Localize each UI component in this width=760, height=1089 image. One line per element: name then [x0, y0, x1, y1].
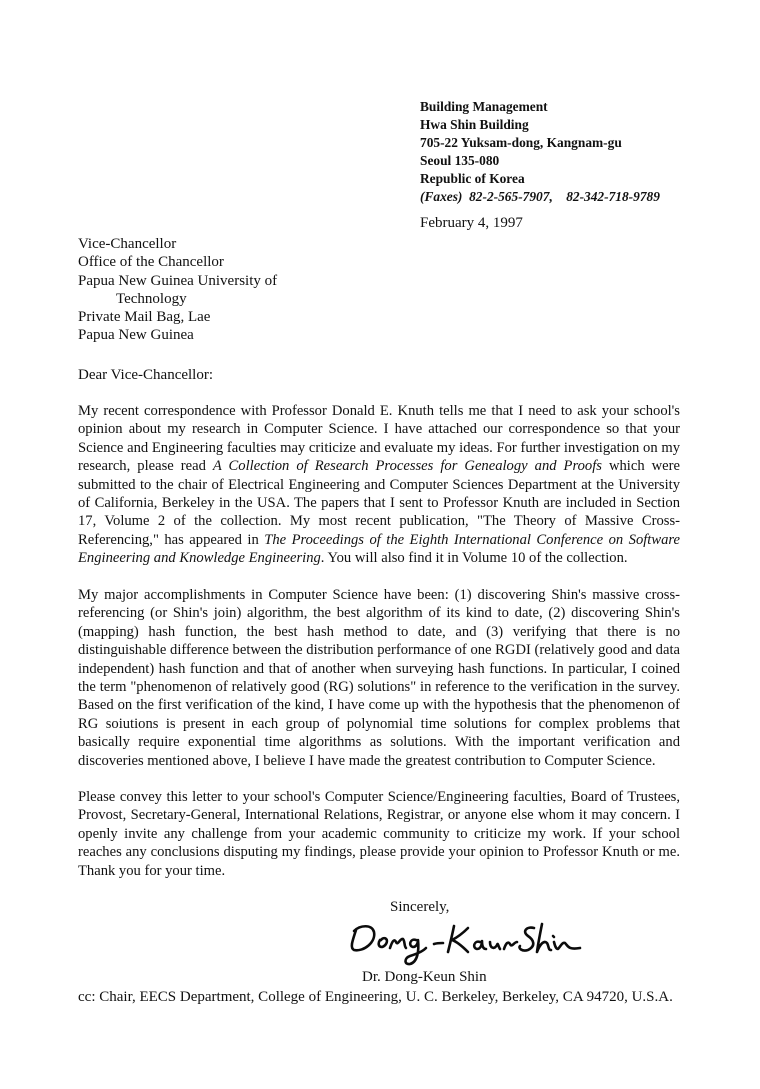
sender-address-block	[420, 98, 660, 206]
italic-title: The Proceedings of the Eighth International Conference on Software Engineering and Knowledge Engineering	[78, 531, 680, 567]
recipient-line: Papua New Guinea	[78, 327, 194, 344]
salutation: Dear Vice-Chancellor:	[78, 367, 214, 383]
fax-number: 82-2-565-7907,	[469, 189, 553, 204]
letter-date: February 4, 1997	[420, 215, 523, 231]
signer-name: Dr. Dong-Keun Shin	[362, 969, 487, 985]
sender-fax-line	[420, 188, 660, 206]
recipient-line: Papua New Guinea University of	[78, 272, 278, 289]
paragraph-text: which were submitted to the chair of Electrical Engineering and Computer Sciences Department at the University of California, Berkeley in the USA. The papers that I sent to Professor Knuth are included in Section 17, Volume 2 of the collection. My most recent publication, "The Theory of Massive Cross-Referencing," has appeared in	[78, 458, 680, 548]
sender-line: Building Management	[420, 99, 548, 114]
recipient-line: Private Mail Bag, Lae	[78, 309, 211, 326]
body-paragraph-2: My major accomplishments in Computer Science have been: (1) discovering Shin's massive cross-referencing (or Shin's join) algorithm, the best algorithm of its kind to date, (2) discovering Shin's (mapping) hash function, the best hash method to date, and (3) verifying that there is no distinguishable difference between the distribution performance of one RGDI (relatively good and data independent) hash function and that of another when surveying hash functions. In particular, I coined the term "phenomenon of relatively good (RG) solutions" in reference to the verification in the survey. Based on the first verification of the kind, I have come up with the hypothesis that the phenomenon of RG soiutions is present in each group of polynomial time solutions for complex problems that basically require exponential time algorithms as solutions. With the important verification and discoveries mentioned above, I believe I have made the greatest contribution to Computer Science.	[78, 587, 680, 769]
handwritten-signature	[346, 912, 586, 970]
fax-number: 82-342-718-9789	[566, 189, 660, 204]
recipient-address-block	[78, 235, 277, 345]
fax-label: (Faxes)	[420, 189, 463, 204]
paragraph-text: My recent correspondence with Professor Donald E. Knuth tells me that I need to ask your school's opinion about my research in Computer Science. I have attached our correspondence so that your Science and Engineering faculties may criticize and evaluate my ideas. For further investigation on my research, please read	[78, 403, 680, 475]
cc-line: cc: Chair, EECS Department, College of Engineering, U. C. Berkeley, Berkeley, CA 94720, U.S.A.	[78, 989, 673, 1005]
closing: Sincerely,	[390, 899, 450, 915]
recipient-line: Vice-Chancellor	[78, 236, 177, 252]
body-paragraph-1	[78, 402, 680, 568]
body-paragraph-3: Please convey this letter to your school's Computer Science/Engineering faculties, Board of Trustees, Provost, Secretary-General, International Relations, Registrar, or anyone else whom it may concern. I openly invite any challenge from your academic community to criticize my work. If your school reaches any conclusions disputing my findings, please provide your opinion to Professor Knuth or me. Thank you for your time.	[78, 789, 680, 879]
recipient-line: Technology	[116, 290, 187, 307]
recipient-line: Office of the Chancellor	[78, 254, 224, 271]
sender-line: Republic of Korea	[420, 171, 525, 186]
sender-line: Hwa Shin Building	[420, 117, 529, 132]
sender-line: Seoul 135-080	[420, 153, 500, 168]
italic-title: A Collection of Research Processes for Genealogy and Proofs	[212, 458, 602, 475]
paragraph-text: . You will also find it in Volume 10 of the collection.	[320, 550, 628, 567]
sender-line: 705-22 Yuksam-dong, Kangnam-gu	[420, 135, 622, 150]
